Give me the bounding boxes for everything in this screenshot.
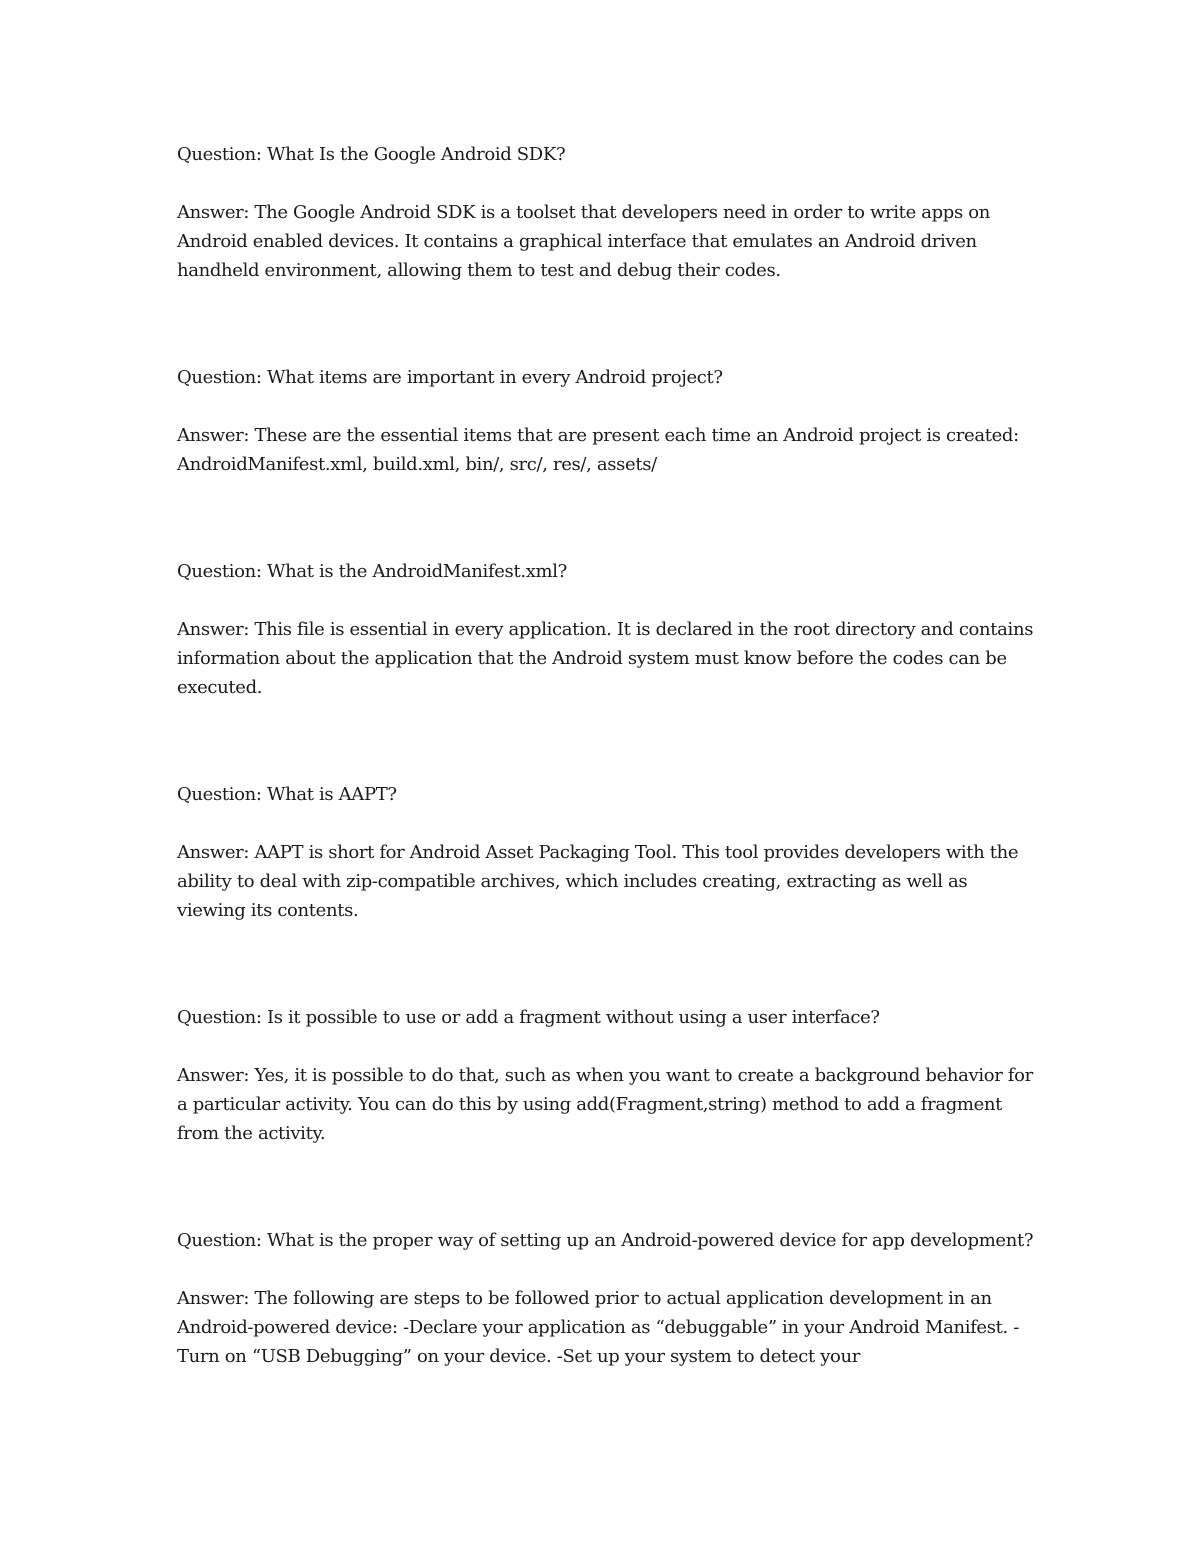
answer-text: Answer: These are the essential items that are present each time an Android project is created: AndroidManifest.xml, build.xml, bin/, src/, res/, assets/: [177, 425, 1019, 475]
answer-text: Answer: The Google Android SDK is a toolset that developers need in order to write apps on Android enabled devices. It contains a graphical interface that emulates an Android driven handheld environment, allowing them to test and debug their codes.: [177, 202, 990, 281]
question-text: Question: Is it possible to use or add a fragment without using a user interface?: [177, 1007, 880, 1028]
answer-text: Answer: Yes, it is possible to do that, such as when you want to create a background behavior for a particular activity. You can do this by using add(Fragment,string) method to add a fragment from the activity.: [177, 1065, 1033, 1144]
answer-text: Answer: AAPT is short for Android Asset Packaging Tool. This tool provides developers with the ability to deal with zip-compatible archives, which includes creating, extracting as well as viewing its contents.: [177, 842, 1019, 921]
answer-text: Answer: The following are steps to be followed prior to actual application development in an Android-powered device: -Declare your application as “debuggable” in your Android Manifest. -Turn on “USB Debugging” on your device. -Set up your system to detect your: [177, 1288, 1019, 1367]
qa-item: [177, 557, 1037, 702]
answer-text: Answer: This file is essential in every application. It is declared in the root directory and contains information about the application that the Android system must know before the codes can be executed.: [177, 619, 1034, 698]
qa-item: [177, 1003, 1037, 1148]
question-text: Question: What Is the Google Android SDK?: [177, 144, 566, 165]
question-text: Question: What is the proper way of setting up an Android-powered device for app development?: [177, 1230, 1034, 1251]
document-body: [177, 140, 1037, 1371]
qa-item: [177, 363, 1037, 479]
qa-item: [177, 780, 1037, 925]
qa-item: [177, 140, 1037, 285]
question-text: Question: What is AAPT?: [177, 784, 397, 805]
qa-item: [177, 1226, 1037, 1371]
question-text: Question: What items are important in every Android project?: [177, 367, 723, 388]
question-text: Question: What is the AndroidManifest.xml?: [177, 561, 567, 582]
